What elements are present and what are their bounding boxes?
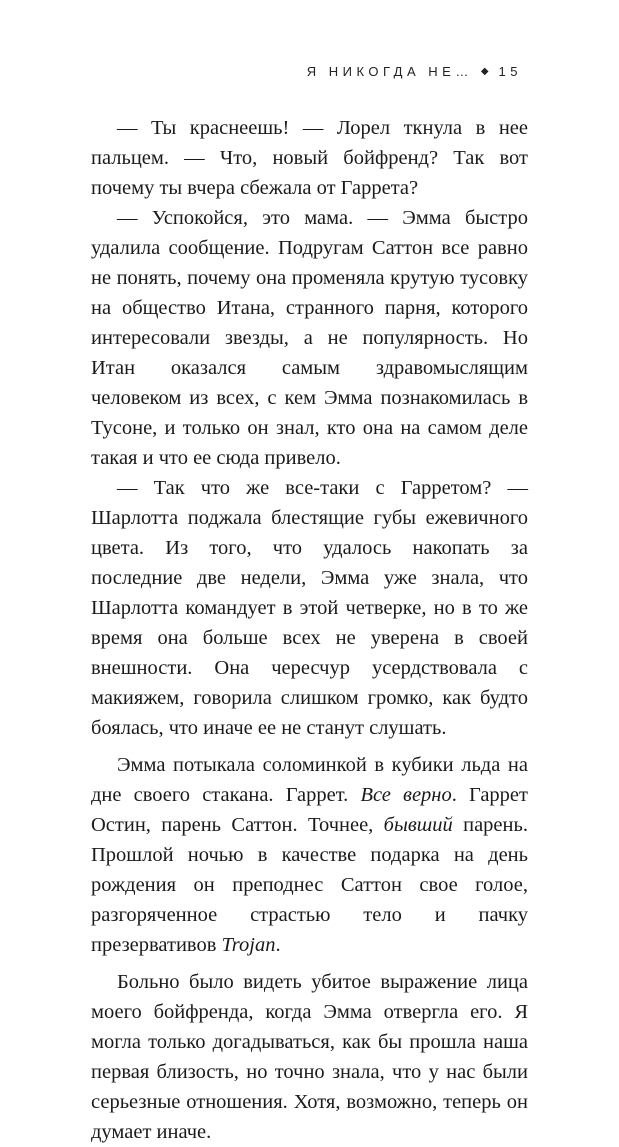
paragraph-3 — [91, 473, 528, 743]
page-number: 15 — [498, 64, 522, 79]
paragraph-text: — Успокойся, это мама. — Эмма быстро удалила сообщение. Подругам Саттон все равно не понять, почему она променяла крутую тусовку на общество Итана, странного парня, которого интересовали звезды, а не популярность. Но Итан оказался самым здравомыслящим человеком из всех, с кем Эмма познакомилась в Тусоне, и только он знал, кто она на самом деле такая и что ее сюда привело. — [91, 207, 528, 469]
paragraph-text: . Гаррет Остин, парень Саттон. Точнее, — [91, 784, 528, 836]
paragraph-4 — [91, 750, 528, 960]
paragraph-2 — [91, 203, 528, 473]
paragraph-text: Эмма потыкала соломинкой в кубики льда на дне своего стакана. Гаррет. — [91, 754, 528, 806]
body-text — [91, 113, 528, 1147]
italic-phrase: бывший — [383, 814, 453, 836]
italic-phrase: Все верно — [360, 784, 452, 806]
paragraph-text: — Так что же все-таки с Гарретом? — Шарлотта поджала блестящие губы ежевичного цвета. Из того, что удалось накопать за последние две недели, Эмма уже знала, что Шарлотта командует в этой четверке, но в то же время она больше всех не уверена в своей внешности. Она чересчур усердствовала с макияжем, говорила слишком громко, как будто боялась, что иначе ее не станут слушать. — [91, 477, 528, 739]
paragraph-text: парень. Прошлой ночью в качестве подарка на день рождения он преподнес Саттон свое голое, разгоряченное страстью тело и пачку презервативов — [91, 814, 528, 956]
paragraph-text: — Ты краснеешь! — Лорел ткнула в нее пальцем. — Что, новый бойфренд? Так вот почему ты вчера сбежала от Гаррета? — [91, 117, 528, 199]
paragraph-5 — [91, 967, 528, 1147]
paragraph-1 — [91, 113, 528, 203]
running-head — [307, 64, 522, 79]
paragraph-text: Больно было видеть убитое выражение лица моего бойфренда, когда Эмма отвергла его. Я могла только догадываться, как бы прошла наша первая близость, но точно знала, что у нас были серьезные отношения. Хотя, возможно, теперь он думает иначе. — [91, 971, 528, 1143]
diamond-separator-icon: ◆ — [480, 66, 489, 77]
italic-brand-name: Trojan — [221, 934, 276, 956]
paragraph-text: . — [275, 934, 281, 956]
running-head-title: Я НИКОГДА НЕ… — [306, 64, 473, 79]
